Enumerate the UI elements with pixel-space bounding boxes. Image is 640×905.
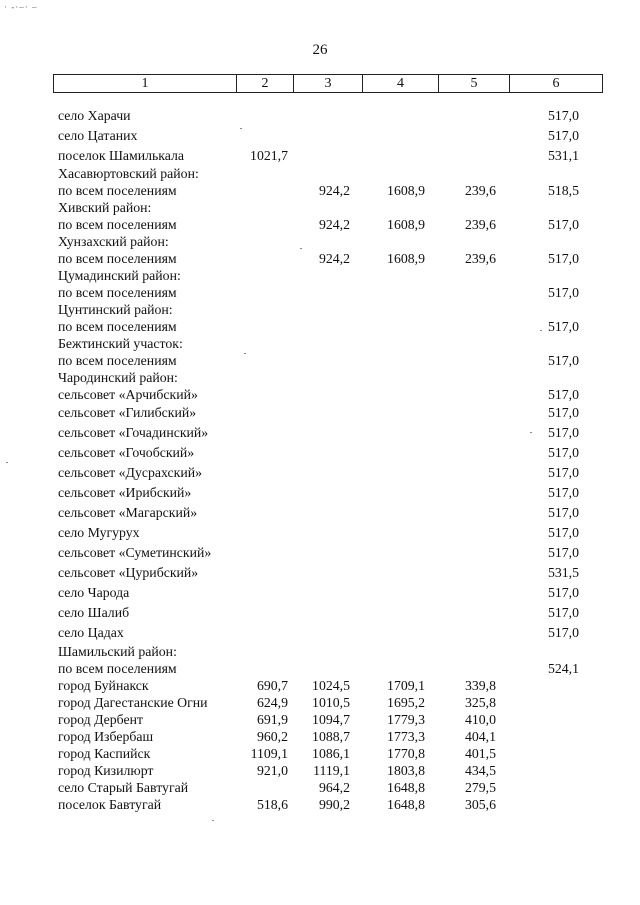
- col6-cell: 517,0: [547, 108, 579, 123]
- col4-cell: 1608,9: [387, 217, 425, 232]
- col5-cell: 404,1: [464, 729, 496, 744]
- col2-cell: 691,9: [256, 712, 288, 727]
- row-name-cell: село Харачи: [58, 108, 131, 123]
- row-name-cell: сельсовет «Ирибский»: [58, 485, 192, 500]
- table-row: [53, 746, 593, 763]
- table-row: [53, 370, 593, 387]
- column-header-5: 5: [439, 75, 510, 93]
- table-row: [53, 425, 593, 445]
- col4-cell: 1803,8: [387, 763, 425, 778]
- table-row: [53, 565, 593, 585]
- table-row: [53, 200, 593, 217]
- col3-cell: 964,2: [318, 780, 350, 795]
- table-row: [53, 217, 593, 234]
- row-name-cell: село Шалиб: [58, 605, 130, 620]
- col5-cell: 239,6: [464, 183, 496, 198]
- col3-cell: 1119,1: [313, 763, 350, 778]
- table-row: [53, 251, 593, 268]
- table-row: [53, 763, 593, 780]
- table-row: [53, 797, 593, 814]
- table-row: [53, 585, 593, 605]
- row-name-cell: по всем поселениям: [58, 285, 177, 300]
- col5-cell: 305,6: [464, 797, 496, 812]
- col6-cell: 517,0: [547, 605, 579, 620]
- row-name-cell: сельсовет «Гилибский»: [58, 405, 197, 420]
- col6-cell: 517,0: [547, 625, 579, 640]
- row-name-cell: село Чарода: [58, 585, 130, 600]
- scan-speck: [530, 432, 532, 433]
- table-row: [53, 678, 593, 695]
- col5-cell: 410,0: [464, 712, 496, 727]
- row-name-cell: город Дагестанские Огни: [58, 695, 208, 710]
- column-header-1: 1: [54, 75, 237, 93]
- table-row: [53, 661, 593, 678]
- col5-cell: 239,6: [464, 251, 496, 266]
- col6-cell: 517,0: [547, 545, 579, 560]
- row-name-cell: по всем поселениям: [58, 183, 177, 198]
- row-name-cell: сельсовет «Магарский»: [58, 505, 198, 520]
- col3-cell: 1088,7: [312, 729, 350, 744]
- row-name-cell: поселок Шамилькала: [58, 148, 185, 163]
- col4-cell: 1695,2: [387, 695, 425, 710]
- col6-cell: 518,5: [547, 183, 579, 198]
- table-row: [53, 128, 593, 148]
- col5-cell: 325,8: [464, 695, 496, 710]
- table-row: [53, 405, 593, 425]
- table-row: [53, 336, 593, 353]
- row-name-cell: поселок Бавтугай: [58, 797, 162, 812]
- row-name-cell: город Кизилюрт: [58, 763, 154, 778]
- scan-corner-mark: · -·‒· –: [4, 2, 38, 12]
- row-name-cell: по всем поселениям: [58, 319, 177, 334]
- table-row: [53, 505, 593, 525]
- col6-cell: 531,1: [547, 148, 579, 163]
- col4-cell: 1779,3: [387, 712, 425, 727]
- row-name-cell: город Избербаш: [58, 729, 154, 744]
- col4-cell: 1770,8: [387, 746, 425, 761]
- row-name-cell: Цунтинский район:: [58, 302, 173, 317]
- row-name-cell: село Цатаних: [58, 128, 138, 143]
- table-row: [53, 729, 593, 746]
- table-row: [53, 302, 593, 319]
- col5-cell: 339,8: [464, 678, 496, 693]
- col4-cell: 1608,9: [387, 183, 425, 198]
- scan-speck: [240, 128, 242, 129]
- col2-cell: 518,6: [256, 797, 288, 812]
- table-row: [53, 625, 593, 644]
- page-number: 26: [312, 42, 328, 58]
- col5-cell: 434,5: [464, 763, 496, 778]
- column-header-3: 3: [294, 75, 363, 93]
- row-name-cell: город Буйнакск: [58, 678, 149, 693]
- scan-speck: [244, 353, 246, 354]
- table-row: [53, 485, 593, 505]
- col3-cell: 924,2: [318, 183, 350, 198]
- table-row: [53, 525, 593, 545]
- scan-speck: [6, 462, 8, 463]
- row-name-cell: по всем поселениям: [58, 251, 177, 266]
- col2-cell: 624,9: [256, 695, 288, 710]
- scan-speck: [300, 248, 302, 249]
- row-name-cell: Цумадинский район:: [58, 268, 181, 283]
- col6-cell: 517,0: [547, 445, 579, 460]
- col6-cell: 517,0: [547, 251, 579, 266]
- col5-cell: 401,5: [464, 746, 496, 761]
- table-row: [53, 183, 593, 200]
- table-row: [53, 148, 593, 166]
- table-row: [53, 234, 593, 251]
- col5-cell: 239,6: [464, 217, 496, 232]
- row-name-cell: город Дербент: [58, 712, 144, 727]
- col2-cell: 960,2: [256, 729, 288, 744]
- table-row: [53, 695, 593, 712]
- table-row: [53, 644, 593, 661]
- col6-cell: 517,0: [547, 405, 579, 420]
- row-name-cell: Чародинский район:: [58, 370, 178, 385]
- row-name-cell: Бежтинский участок:: [58, 336, 183, 351]
- col6-cell: 517,0: [547, 217, 579, 232]
- table-row: [53, 545, 593, 565]
- column-header-4: 4: [363, 75, 439, 93]
- col4-cell: 1608,9: [387, 251, 425, 266]
- col2-cell: 1109,1: [250, 746, 288, 761]
- row-name-cell: по всем поселениям: [58, 353, 177, 368]
- column-header-row: [54, 75, 603, 93]
- col3-cell: 924,2: [318, 251, 350, 266]
- col6-cell: 524,1: [547, 661, 579, 676]
- row-name-cell: сельсовет «Дусрахский»: [58, 465, 202, 480]
- col4-cell: 1648,8: [387, 780, 425, 795]
- table-row: [53, 108, 593, 128]
- col3-cell: 1094,7: [312, 712, 350, 727]
- row-name-cell: сельсовет «Гочобский»: [58, 445, 195, 460]
- row-name-cell: сельсовет «Гочадинский»: [58, 425, 209, 440]
- row-name-cell: село Старый Бавтугай: [58, 780, 189, 795]
- col6-cell: 517,0: [547, 465, 579, 480]
- table-row: [53, 712, 593, 729]
- col6-cell: 517,0: [547, 353, 579, 368]
- col6-cell: 517,0: [547, 128, 579, 143]
- col6-cell: 517,0: [547, 319, 579, 334]
- row-name-cell: село Мугурух: [58, 525, 140, 540]
- scan-speck: [540, 330, 542, 331]
- col2-cell: 921,0: [256, 763, 288, 778]
- column-header-6: 6: [510, 75, 603, 93]
- row-name-cell: Хасавюртовский район:: [58, 166, 199, 181]
- col6-cell: 531,5: [547, 565, 579, 580]
- row-name-cell: сельсовет «Цурибский»: [58, 565, 199, 580]
- row-name-cell: Хунзахский район:: [58, 234, 169, 249]
- data-rows: [53, 108, 593, 814]
- table-row: [53, 268, 593, 285]
- col4-cell: 1648,8: [387, 797, 425, 812]
- col3-cell: 924,2: [318, 217, 350, 232]
- col4-cell: 1709,1: [387, 678, 425, 693]
- table-row: [53, 465, 593, 485]
- row-name-cell: село Цадах: [58, 625, 124, 640]
- table-row: [53, 445, 593, 465]
- col6-cell: 517,0: [547, 585, 579, 600]
- col6-cell: 517,0: [547, 285, 579, 300]
- table-row: [53, 605, 593, 625]
- col3-cell: 1010,5: [312, 695, 350, 710]
- row-name-cell: Шамильский район:: [58, 644, 177, 659]
- scan-speck: [212, 820, 214, 821]
- col6-cell: 517,0: [547, 525, 579, 540]
- row-name-cell: город Каспийск: [58, 746, 151, 761]
- table-row: [53, 780, 593, 797]
- col3-cell: 1024,5: [312, 678, 350, 693]
- table-row: [53, 166, 593, 183]
- col5-cell: 279,5: [464, 780, 496, 795]
- col6-cell: 517,0: [547, 485, 579, 500]
- column-header-table: [53, 74, 603, 93]
- table-row: [53, 319, 593, 336]
- col3-cell: 1086,1: [312, 746, 350, 761]
- row-name-cell: сельсовет «Суметинский»: [58, 545, 212, 560]
- col2-cell: 690,7: [256, 678, 288, 693]
- row-name-cell: сельсовет «Арчибский»: [58, 387, 198, 402]
- col6-cell: 517,0: [547, 387, 579, 402]
- row-name-cell: Хивский район:: [58, 200, 152, 215]
- column-header-2: 2: [237, 75, 294, 93]
- table-row: [53, 285, 593, 302]
- col4-cell: 1773,3: [387, 729, 425, 744]
- col6-cell: 517,0: [547, 505, 579, 520]
- col2-cell: 1021,7: [250, 148, 288, 163]
- col6-cell: 517,0: [547, 425, 579, 440]
- row-name-cell: по всем поселениям: [58, 661, 177, 676]
- col3-cell: 990,2: [318, 797, 350, 812]
- table-row: [53, 387, 593, 405]
- table-row: [53, 353, 593, 370]
- row-name-cell: по всем поселениям: [58, 217, 177, 232]
